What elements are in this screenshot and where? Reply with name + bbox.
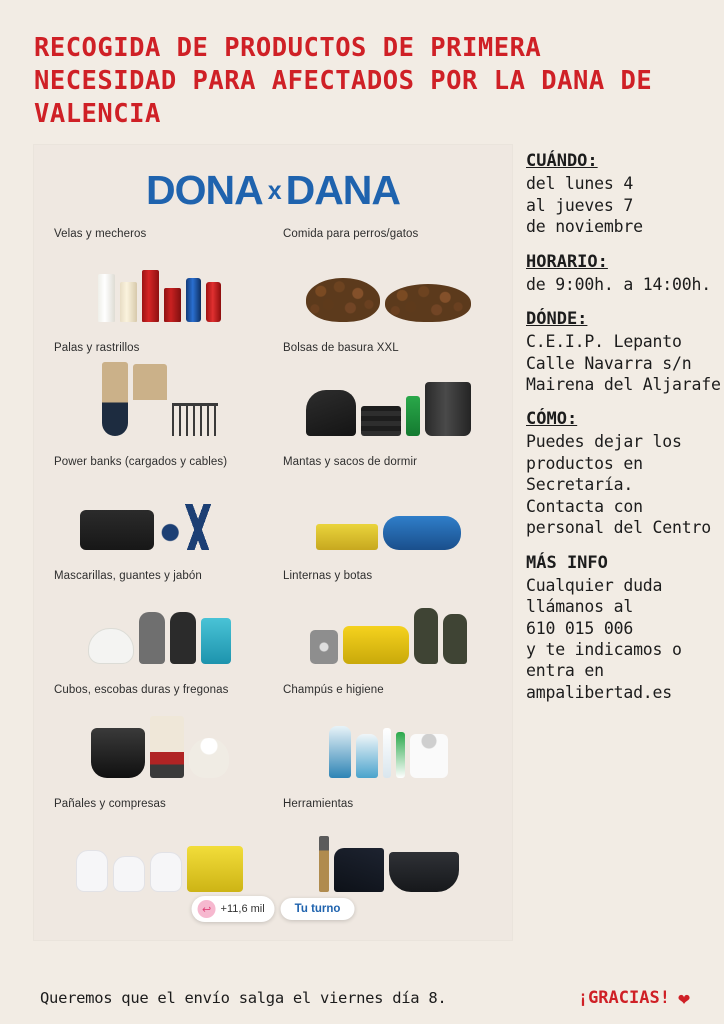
- where-line: Mairena del Aljarafe: [526, 375, 721, 395]
- product-caption: Champús e higiene: [283, 684, 384, 697]
- product-caption: Comida para perros/gatos: [283, 228, 419, 241]
- more-info-line: llámanos al: [526, 597, 634, 617]
- product-caption: Herramientas: [283, 798, 354, 811]
- product-cell: [44, 566, 273, 680]
- buckets-brooms-mops-art: [54, 700, 265, 778]
- schedule-line: de 9:00h. a 14:00h.: [526, 274, 711, 294]
- shampoo-hygiene-art: [283, 700, 494, 778]
- when-body: [526, 173, 721, 237]
- product-cell: [273, 338, 502, 452]
- product-caption: Palas y rastrillos: [54, 342, 140, 355]
- when-line: al jueves 7: [526, 195, 634, 215]
- more-info-line: entra en: [526, 661, 604, 681]
- blankets-sleepingbags-art: [283, 472, 494, 550]
- product-cell: [273, 794, 502, 908]
- info-column: [526, 145, 721, 717]
- schedule-body: [526, 274, 721, 295]
- thanks-text: ¡GRACIAS!: [577, 988, 670, 1008]
- power-banks-art: [54, 472, 265, 550]
- brand-logo: [34, 145, 512, 224]
- your-turn-button[interactable]: Tu turno: [281, 898, 355, 920]
- candles-lighters-art: [54, 244, 265, 322]
- garbage-bags-art: [283, 358, 494, 436]
- more-info-line: y te indicamos o: [526, 639, 682, 659]
- when-line: de noviembre: [526, 217, 643, 237]
- flashlights-boots-art: [283, 586, 494, 664]
- product-cell: [44, 224, 273, 338]
- how-line: personal del Centro: [526, 518, 711, 538]
- reply-icon: ↩: [198, 900, 216, 918]
- brand-dona: DONA: [145, 167, 263, 214]
- how-line: productos en: [526, 453, 643, 473]
- product-caption: Cubos, escobas duras y fregonas: [54, 684, 229, 697]
- more-info-body: [526, 575, 721, 704]
- poster-body: [34, 145, 721, 940]
- product-caption: Mascarillas, guantes y jabón: [54, 570, 202, 583]
- product-caption: Pañales y compresas: [54, 798, 166, 811]
- where-body: [526, 331, 721, 395]
- where-line: C.E.I.P. Lepanto: [526, 332, 682, 352]
- product-caption: Velas y mecheros: [54, 228, 147, 241]
- product-cell: [273, 680, 502, 794]
- likes-count: +11,6 mil: [220, 903, 265, 916]
- product-cell: [44, 680, 273, 794]
- shovels-rakes-art: [54, 358, 265, 436]
- schedule-title: HORARIO:: [526, 251, 608, 272]
- likes-pill: [192, 896, 275, 922]
- where-title: DÓNDE:: [526, 309, 588, 330]
- product-caption: Mantas y sacos de dormir: [283, 456, 418, 469]
- when-line: del lunes 4: [526, 174, 634, 194]
- product-grid: [34, 224, 512, 908]
- when-title: CUÁNDO:: [526, 151, 598, 172]
- product-list-image: [34, 145, 512, 940]
- footer-thanks: [578, 988, 690, 1008]
- masks-gloves-soap-art: [54, 586, 265, 664]
- page-title: RECOGIDA DE PRODUCTOS DE PRIMERA NECESIDAD PARA AFECTADOS POR LA DANA DE VALENCIA: [34, 33, 653, 130]
- footer: [0, 978, 724, 1008]
- product-cell: [273, 452, 502, 566]
- product-caption: Bolsas de basura XXL: [283, 342, 399, 355]
- website-link[interactable]: ampalibertad.es: [526, 682, 673, 702]
- product-cell: [44, 794, 273, 908]
- more-info-title: MÁS INFO: [526, 552, 608, 573]
- how-line: Contacta con: [526, 496, 643, 516]
- product-caption: Power banks (cargados y cables): [54, 456, 228, 469]
- how-line: Puedes dejar los: [526, 432, 682, 452]
- how-title: CÓMO:: [526, 409, 578, 430]
- brand-dana: DANA: [285, 167, 401, 214]
- footer-note: Queremos que el envío salga el viernes día 8.: [40, 989, 447, 1007]
- product-cell: [44, 338, 273, 452]
- diapers-pads-art: [54, 814, 265, 892]
- heart-icon: ❤: [677, 986, 690, 1010]
- phone-number: 610 015 006: [526, 618, 634, 638]
- how-line: Secretaría.: [526, 475, 634, 495]
- product-cell: [273, 224, 502, 338]
- more-info-line: Cualquier duda: [526, 575, 663, 595]
- social-badge: [192, 896, 355, 922]
- product-cell: [44, 452, 273, 566]
- pet-food-art: [283, 244, 494, 322]
- where-line: Calle Navarra s/n: [526, 353, 692, 373]
- product-caption: Linternas y botas: [283, 570, 373, 583]
- brand-x: x: [267, 177, 281, 206]
- how-body: [526, 431, 721, 538]
- tools-art: [283, 814, 494, 892]
- product-cell: [273, 566, 502, 680]
